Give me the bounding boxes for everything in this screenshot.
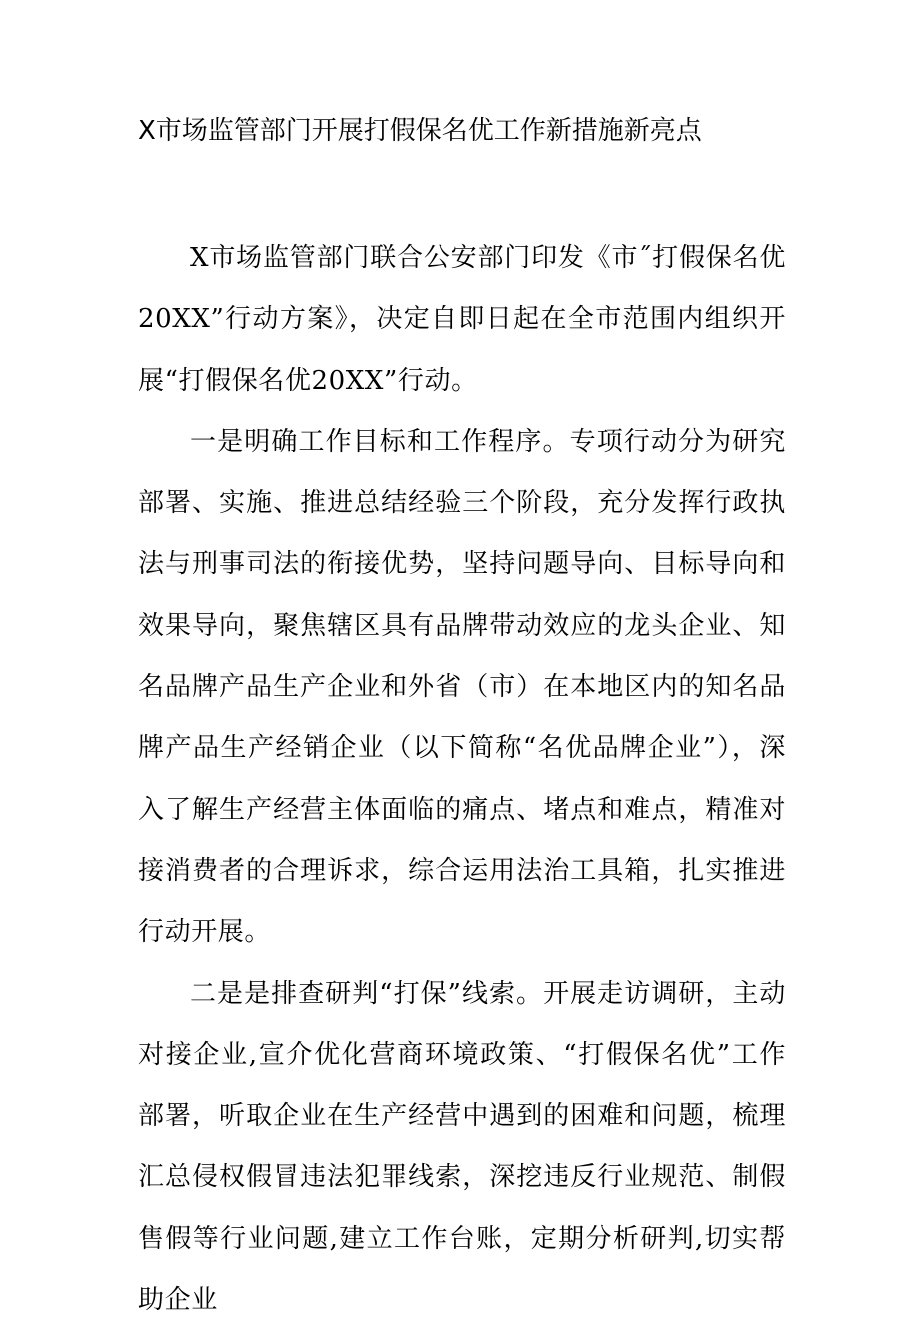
document-body xyxy=(138,228,786,1331)
paragraph-intro: X市场监管部门联合公安部门印发《市˝打假保名优20XX”行动方案》，决定自即日起在全市范围内组织开展“打假保名优20XX”行动。 xyxy=(138,243,786,396)
paragraph-goals-and-procedures: 一是明确工作目标和工作程序。专项行动分为研究部署、实施、推进总结经验三个阶段，充分发挥行政执法与刑事司法的衔接优势，坚持问题导向、目标导向和效果导向，聚焦辖区具有品牌带动效应的龙头企业、知名品牌产品生产企业和外省（市）在本地区内的知名品牌产品生产经销企业（以下简称“名优品牌企业”），深入了解生产经营主体面临的痛点、堵点和难点，精准对接消费者的合理诉求，综合运用法治工具箱，扎实推进行动开展。 xyxy=(138,426,786,948)
document-title: X市场监管部门开展打假保名优工作新措施新亮点 xyxy=(138,116,702,146)
paragraph-clue-screening: 二是是排查研判“打保”线索。开展走访调研，主动对接企业,宣介优化营商环境政策、“打假保名优”工作部署，听取企业在生产经营中遇到的困难和问题，梳理汇总侵权假冒违法犯罪线索，深挖违反行业规范、制假售假等行业问题,建立工作台账，定期分析研判,切实帮助企业 xyxy=(138,978,786,1316)
